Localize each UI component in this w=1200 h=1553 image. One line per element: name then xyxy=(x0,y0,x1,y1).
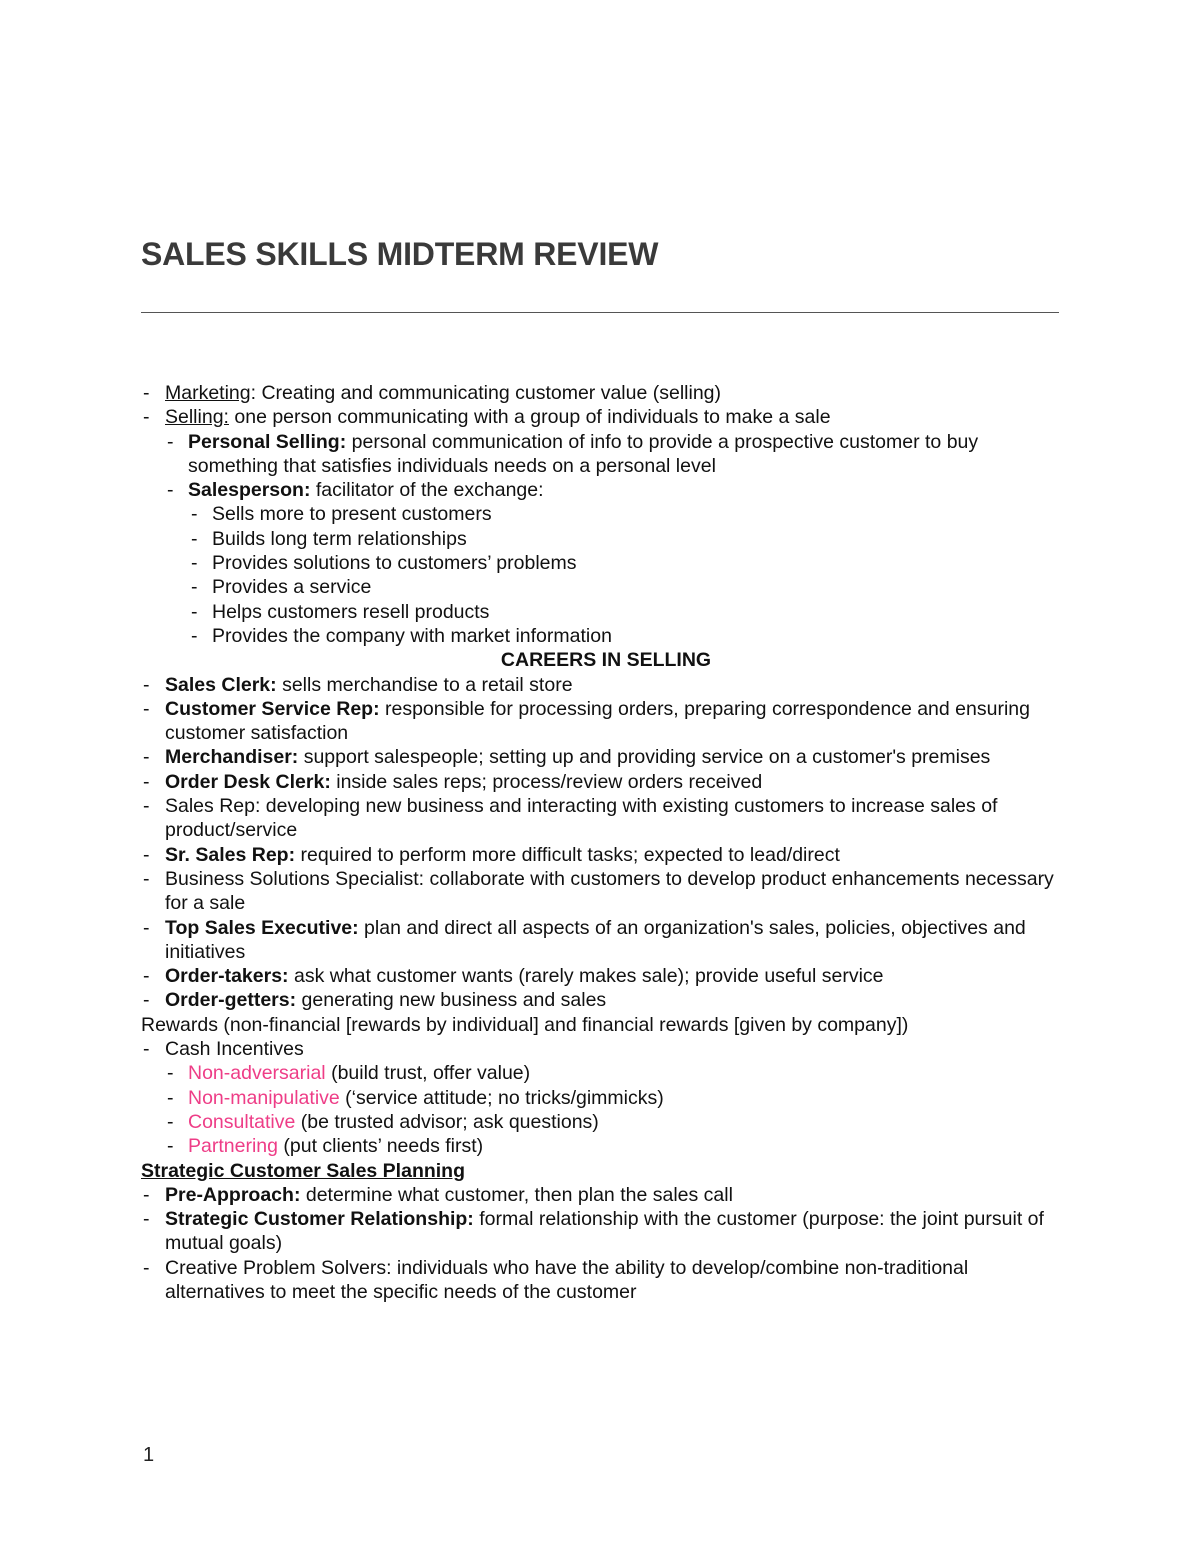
list-item-sales-clerk xyxy=(141,673,1071,697)
list-text: Sales Rep: developing new business and interacting with existing customers to increase sales of product/service xyxy=(165,795,998,842)
list-text: Creative Problem Solvers: individuals who have the ability to develop/combine non-traditional alternatives to meet the specific needs of the customer xyxy=(165,1256,969,1303)
list-text: Sells more to present customers xyxy=(212,503,492,526)
term: Order-takers: xyxy=(165,965,289,988)
list-item xyxy=(141,551,1071,575)
list-item xyxy=(141,502,1071,526)
term: Marketing xyxy=(165,382,251,404)
list-item xyxy=(141,600,1071,624)
section-heading-careers: CAREERS IN SELLING xyxy=(500,649,712,672)
page-number: 1 xyxy=(143,1444,155,1466)
definition: plan and direct all aspects of an organization's sales, policies, objectives and initiatives xyxy=(165,916,1026,963)
bullet-dash: - xyxy=(143,989,150,1012)
bullet-dash: - xyxy=(143,795,150,818)
list-item xyxy=(141,527,1071,551)
bullet-dash: - xyxy=(143,1208,150,1231)
list-item-strategic-relationship xyxy=(141,1207,1071,1256)
term: Order-getters: xyxy=(165,989,297,1012)
bullet-dash: - xyxy=(191,527,198,550)
list-item-selling xyxy=(141,405,1071,429)
title-divider xyxy=(141,312,1059,313)
list-item-business-solutions xyxy=(141,867,1071,916)
list-item-sr-sales-rep xyxy=(141,843,1071,867)
highlighted-term: Non-manipulative xyxy=(188,1086,340,1109)
bullet-dash: - xyxy=(143,406,150,429)
highlighted-term: Partnering xyxy=(188,1135,278,1158)
term: Merchandiser: xyxy=(165,746,299,769)
bullet-dash: - xyxy=(143,1256,150,1279)
bullet-dash: - xyxy=(143,746,150,769)
bullet-dash: - xyxy=(167,1062,174,1085)
term: Selling: xyxy=(165,406,229,429)
list-text: Helps customers resell products xyxy=(212,600,490,623)
term: Sales Clerk: xyxy=(165,673,277,696)
definition: (put clients’ needs first) xyxy=(277,1135,484,1158)
definition: sells merchandise to a retail store xyxy=(276,673,573,696)
definition: required to perform more difficult tasks; expected to lead/direct xyxy=(295,843,840,866)
bullet-dash: - xyxy=(143,867,150,890)
list-item-creative-problem-solvers xyxy=(141,1256,1071,1305)
highlighted-term: Non-adversarial xyxy=(188,1062,326,1085)
definition: (be trusted advisor; ask questions) xyxy=(295,1110,599,1133)
bullet-dash: - xyxy=(143,916,150,939)
list-item-order-takers xyxy=(141,964,1071,988)
bullet-dash: - xyxy=(167,430,174,453)
definition: inside sales reps; process/review orders received xyxy=(330,770,763,793)
list-text: Builds long term relationships xyxy=(212,527,467,550)
bullet-dash: - xyxy=(191,576,198,599)
bullet-dash: - xyxy=(143,770,150,793)
definition: one person communicating with a group of individuals to make a sale xyxy=(228,406,831,429)
list-text: Provides a service xyxy=(212,576,372,599)
list-item-marketing xyxy=(141,381,1071,405)
definition: facilitator of the exchange: xyxy=(310,479,544,502)
list-item-order-getters xyxy=(141,988,1071,1012)
term: Pre-Approach: xyxy=(165,1183,301,1206)
term: Strategic Customer Relationship: xyxy=(165,1208,474,1231)
bullet-dash: - xyxy=(191,552,198,575)
term: Salesperson: xyxy=(188,479,311,502)
list-text: Cash Incentives xyxy=(165,1038,304,1061)
definition: ask what customer wants (rarely makes sale); provide useful service xyxy=(288,965,884,988)
definition: personal communication of info to provide a prospective customer to buy something that satisfies individuals needs on a personal level xyxy=(188,430,979,477)
bullet-dash: - xyxy=(167,1110,174,1133)
list-item-personal-selling xyxy=(141,430,1071,479)
bullet-dash: - xyxy=(143,382,150,404)
bullet-dash: - xyxy=(191,600,198,623)
list-text: Business Solutions Specialist: collaborate with customers to develop product enhancements necessary for a sale xyxy=(165,867,1054,915)
definition: (‘service attitude; no tricks/gimmicks) xyxy=(339,1086,664,1109)
list-item-reward-type xyxy=(141,1061,1071,1085)
bullet-dash: - xyxy=(191,503,198,526)
list-item-salesperson xyxy=(141,478,1071,502)
list-item xyxy=(141,575,1071,599)
list-item xyxy=(141,624,1071,648)
list-item-top-sales-executive xyxy=(141,916,1071,965)
list-text: Provides the company with market information xyxy=(212,624,612,647)
highlighted-term: Consultative xyxy=(188,1110,296,1133)
rewards-line: Rewards (non-financial [rewards by individual] and financial rewards [given by company]) xyxy=(141,1013,909,1036)
list-item-reward-type xyxy=(141,1134,1071,1158)
list-item-sales-rep xyxy=(141,794,1071,843)
bullet-dash: - xyxy=(143,1183,150,1206)
bullet-dash: - xyxy=(143,673,150,696)
bullet-dash: - xyxy=(167,479,174,502)
bullet-dash: - xyxy=(143,1038,150,1061)
bullet-dash: - xyxy=(167,1086,174,1109)
list-item-customer-service-rep xyxy=(141,697,1071,746)
bullet-dash: - xyxy=(143,697,150,720)
definition: responsible for processing orders, preparing correspondence and ensuring customer satisfaction xyxy=(165,697,1030,745)
definition: : Creating and communicating customer value (selling) xyxy=(250,382,722,404)
term: Sr. Sales Rep: xyxy=(165,843,296,866)
list-item-reward-type xyxy=(141,1110,1071,1134)
list-item-pre-approach xyxy=(141,1183,1071,1207)
page-title: SALES SKILLS MIDTERM REVIEW xyxy=(141,236,659,272)
list-text: Provides solutions to customers’ problems xyxy=(212,552,577,575)
section-heading-planning: Strategic Customer Sales Planning xyxy=(141,1159,466,1182)
definition: support salespeople; setting up and providing service on a customer's premises xyxy=(298,746,991,769)
definition: formal relationship with the customer (purpose: the joint pursuit of mutual goals) xyxy=(165,1208,1044,1255)
list-item-reward-type xyxy=(141,1086,1071,1110)
definition: (build trust, offer value) xyxy=(325,1062,531,1085)
term: Order Desk Clerk: xyxy=(165,770,331,793)
bullet-dash: - xyxy=(143,843,150,866)
list-item-order-desk-clerk xyxy=(141,770,1071,794)
list-item-cash-incentives xyxy=(141,1037,1071,1061)
definition: determine what customer, then plan the sales call xyxy=(300,1183,733,1206)
term: Personal Selling: xyxy=(188,430,347,453)
definition: generating new business and sales xyxy=(296,989,607,1012)
bullet-dash: - xyxy=(143,965,150,988)
list-item-merchandiser xyxy=(141,745,1071,769)
term: Customer Service Rep: xyxy=(165,697,380,720)
bullet-dash: - xyxy=(191,624,198,647)
bullet-dash: - xyxy=(167,1135,174,1158)
term: Top Sales Executive: xyxy=(165,916,359,939)
notes-body xyxy=(141,381,1071,1304)
